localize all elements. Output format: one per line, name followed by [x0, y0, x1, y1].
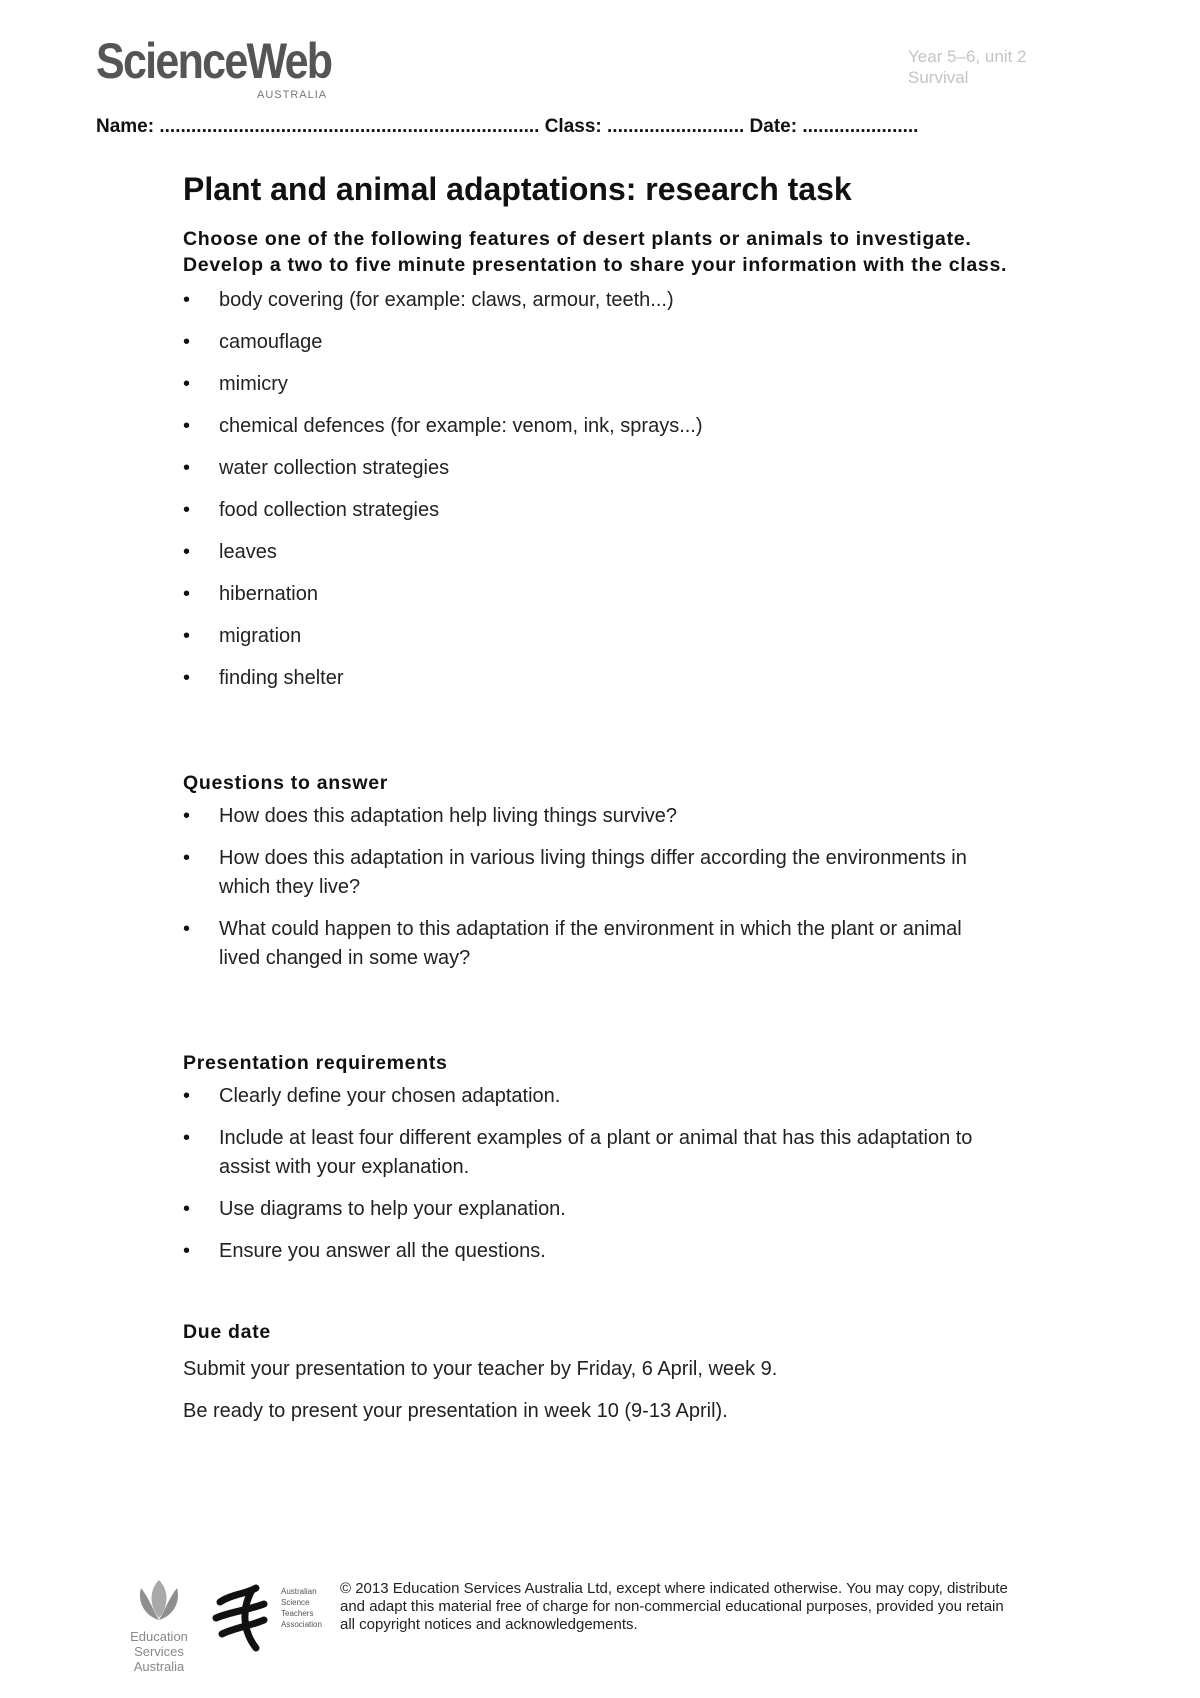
asta-name-line3: Teachers [281, 1609, 314, 1618]
unit-year: Year 5–6, unit 2 [908, 47, 1027, 66]
lotus-icon [133, 1578, 185, 1624]
feature-item: • water collection strategies [183, 454, 999, 483]
task-instructions: Choose one of the following features of desert plants or animals to investigate. Develop a two to five minute presentation to share your information with the class. [183, 228, 1008, 276]
feature-item: • chemical defences (for example: venom, ink, sprays...) [183, 412, 999, 441]
page-title: Plant and animal adaptations: research task [183, 171, 852, 207]
feature-item: • leaves [183, 538, 999, 567]
asta-name-line1: Australian [281, 1587, 317, 1596]
worksheet-body [183, 170, 1043, 1439]
submission-instruction: Submit your presentation to your teacher by Friday, 6 April, week 9. [183, 1358, 778, 1380]
name-class-date-line: Name: ........................................................................ Class: .......................... Date: ...................... [96, 116, 919, 137]
due-date-heading: Due date [183, 1321, 271, 1343]
question-item: • How does this adaptation in various living things differ according the environments in which they live? [183, 844, 999, 902]
logo-subtitle: AUSTRALIA [257, 89, 328, 101]
feature-item: • mimicry [183, 370, 999, 399]
question-item: • How does this adaptation help living things survive? [183, 802, 999, 831]
feature-item: • finding shelter [183, 664, 999, 693]
requirement-item: • Use diagrams to help your explanation. [183, 1195, 999, 1224]
scienceweb-logo: ScienceWeb [96, 33, 332, 89]
feature-item: • food collection strategies [183, 496, 999, 525]
feature-item: • hibernation [183, 580, 999, 609]
unit-info [908, 46, 1026, 88]
asta-name-line2: Science [281, 1598, 310, 1607]
feature-item: • migration [183, 622, 999, 651]
feature-item: • body covering (for example: claws, armour, teeth...) [183, 286, 999, 315]
asta-logo [212, 1584, 276, 1659]
esa-name-line2: Services [134, 1644, 184, 1659]
requirements-list [183, 1082, 1043, 1266]
feature-list [183, 286, 1043, 693]
esa-name-line1: Education [130, 1629, 188, 1644]
questions-list [183, 802, 1043, 973]
esa-name-line3: Australia [133, 1659, 185, 1674]
asta-emblem-icon [212, 1584, 276, 1654]
copyright-notice: © 2013 Education Services Australia Ltd, except where indicated otherwise. You may copy, distribute and adapt this material free of charge for non-commercial educational purposes, provided you retain all copyright notices and acknowledgements. [340, 1580, 1008, 1633]
question-item: • What could happen to this adaptation if the environment in which the plant or animal lived changed in some way? [183, 915, 999, 973]
requirements-heading: Presentation requirements [183, 1052, 448, 1074]
asta-name-line4: Association [281, 1620, 322, 1629]
requirement-item: • Ensure you answer all the questions. [183, 1237, 999, 1266]
requirement-item: • Clearly define your chosen adaptation. [183, 1082, 999, 1111]
requirement-item: • Include at least four different examples of a plant or animal that has this adaptation to assist with your explanation. [183, 1124, 999, 1182]
esa-logo [124, 1578, 194, 1674]
unit-topic: Survival [908, 68, 969, 87]
questions-heading: Questions to answer [183, 772, 389, 794]
asta-name [281, 1586, 322, 1630]
presentation-week: Be ready to present your presentation in week 10 (9-13 April). [183, 1400, 728, 1422]
feature-item: • camouflage [183, 328, 999, 357]
